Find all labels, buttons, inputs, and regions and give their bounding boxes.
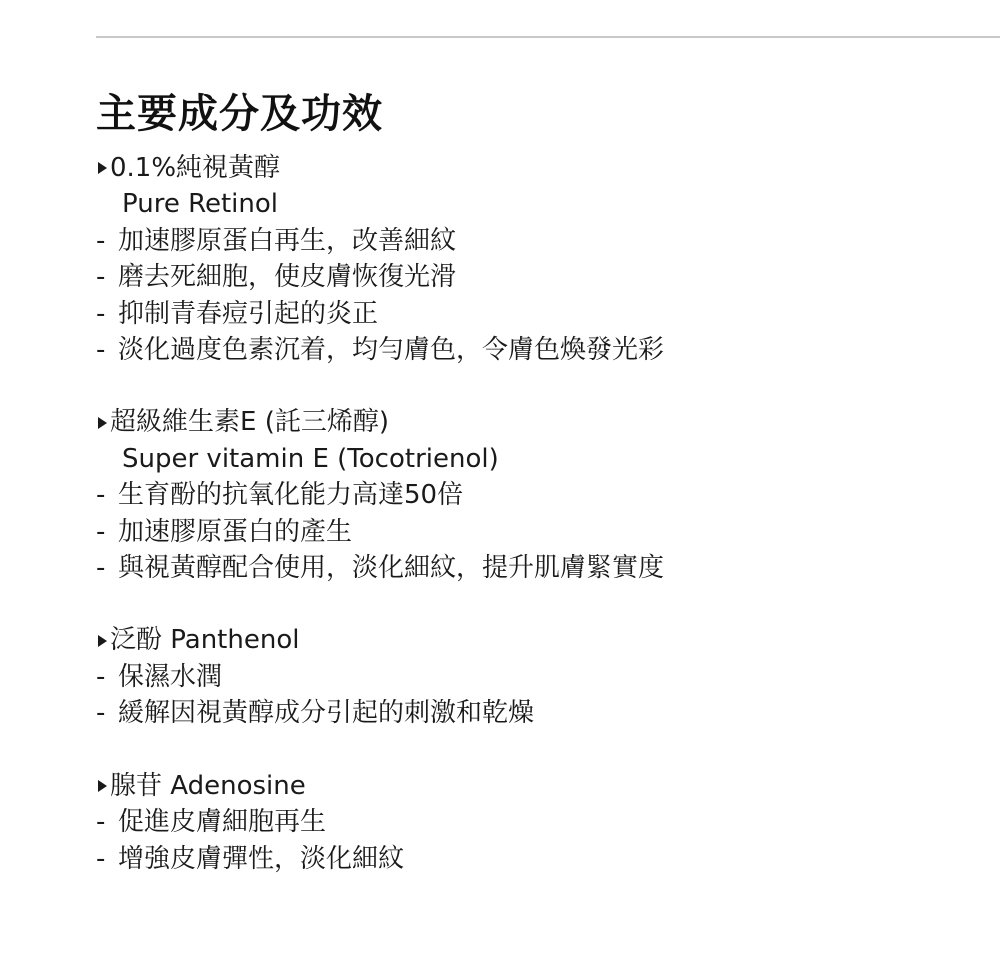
benefit-text: 保濕水潤 [118, 661, 223, 692]
benefit-text: 淡化過度色素沉着，均勻膚色，令膚色煥發光彩 [118, 335, 665, 366]
benefit-text: 生育酚的抗氧化能力高達50倍 [118, 480, 464, 511]
dash-bullet: - [96, 225, 106, 256]
benefit-text: 加速膠原蛋白的產生 [118, 516, 353, 547]
triangle-bullet-icon [98, 417, 107, 429]
benefit-text: 加速膠原蛋白再生，改善細紋 [118, 225, 457, 256]
ingredient-name: 超級維生素E (託三烯醇) [110, 407, 389, 438]
dash-bullet: - [96, 480, 106, 511]
benefit-item [96, 514, 976, 550]
dash-bullet: - [96, 516, 106, 547]
benefit-item [96, 296, 976, 332]
top-divider [96, 36, 1000, 38]
ingredient-name: 泛酚 Panthenol [110, 625, 300, 656]
ingredient-english-name: Super vitamin E (Tocotrienol) [122, 443, 499, 474]
benefit-item [96, 259, 976, 295]
dash-bullet: - [96, 698, 106, 729]
benefit-text: 抑制青春痘引起的炎正 [118, 298, 379, 329]
benefit-text: 促進皮膚細胞再生 [118, 807, 327, 838]
dash-bullet: - [96, 262, 106, 293]
triangle-bullet-icon [98, 162, 107, 174]
benefit-item [96, 550, 976, 586]
ingredient-section-retinol [96, 150, 976, 368]
benefit-text: 磨去死細胞，使皮膚恢復光滑 [118, 262, 457, 293]
ingredient-heading [96, 150, 976, 186]
triangle-bullet-icon [98, 780, 107, 792]
benefit-text: 緩解因視黃醇成分引起的刺激和乾燥 [118, 698, 535, 729]
ingredient-name: 腺苷 Adenosine [110, 770, 306, 801]
ingredient-name: 0.1%純視黃醇 [110, 153, 281, 183]
benefit-item [96, 332, 976, 368]
dash-bullet: - [96, 335, 106, 366]
triangle-bullet-icon [98, 635, 107, 647]
ingredient-heading [96, 404, 976, 440]
benefit-text: 與視黃醇配合使用，淡化細紋，提升肌膚緊實度 [118, 553, 665, 584]
ingredients-document [96, 84, 976, 913]
benefit-item [96, 477, 976, 513]
ingredient-heading [96, 622, 976, 658]
benefit-item [96, 223, 976, 259]
ingredient-section-adenosine [96, 768, 976, 877]
benefit-item [96, 659, 976, 695]
dash-bullet: - [96, 807, 106, 838]
ingredient-section-vitamin-e [96, 404, 976, 586]
dash-bullet: - [96, 661, 106, 692]
benefit-item [96, 841, 976, 877]
ingredient-english-name: Pure Retinol [122, 189, 278, 220]
benefit-text: 增強皮膚彈性，淡化細紋 [118, 843, 405, 874]
dash-bullet: - [96, 553, 106, 584]
ingredient-section-panthenol [96, 622, 976, 731]
benefit-item [96, 695, 976, 731]
dash-bullet: - [96, 843, 106, 874]
dash-bullet: - [96, 298, 106, 329]
benefit-item [96, 804, 976, 840]
page-title: 主要成分及功效 [96, 91, 383, 137]
ingredient-heading [96, 768, 976, 804]
